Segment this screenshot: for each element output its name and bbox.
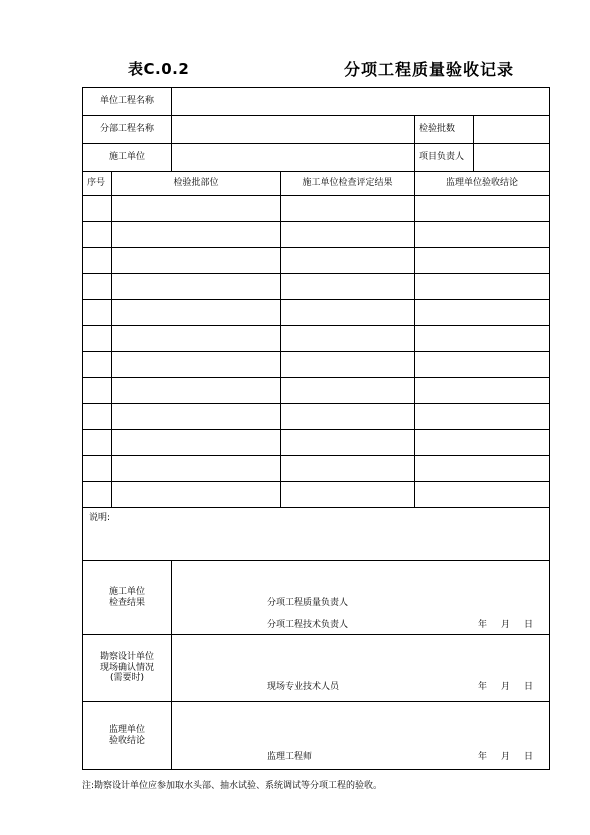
survey-confirm-label-line1: 勘察设计单位 xyxy=(100,652,155,663)
construction-check-row xyxy=(83,561,550,635)
table-row xyxy=(83,248,550,274)
row-eval[interactable] xyxy=(281,300,415,326)
row-seq[interactable] xyxy=(83,378,112,404)
subdivision-value[interactable] xyxy=(172,116,415,144)
row-part[interactable] xyxy=(112,352,281,378)
supervision-engineer-label: 监理工程师 xyxy=(267,752,313,762)
supervision-label xyxy=(83,702,172,770)
row-conclusion[interactable] xyxy=(415,430,550,456)
survey-confirm-label xyxy=(83,635,172,702)
row-seq[interactable] xyxy=(83,352,112,378)
batch-count-label: 检验批数 xyxy=(415,116,474,144)
row-seq[interactable] xyxy=(83,456,112,482)
row-conclusion[interactable] xyxy=(415,300,550,326)
survey-confirm-label-line2: 现场确认情况 xyxy=(100,662,155,673)
survey-date-day: 日 xyxy=(524,682,534,692)
survey-date-year: 年 xyxy=(478,682,488,692)
row-conclusion[interactable] xyxy=(415,378,550,404)
quality-manager-label: 分项工程质量负责人 xyxy=(267,598,349,608)
row-seq[interactable] xyxy=(83,248,112,274)
footnote: 注:勘察设计单位应参加取水头部、抽水试验、系统调试等分项工程的验收。 xyxy=(82,781,383,791)
row-eval[interactable] xyxy=(281,456,415,482)
page-title: 分项工程质量验收记录 xyxy=(344,60,515,79)
column-header-row xyxy=(83,172,550,196)
table-row xyxy=(83,456,550,482)
table-row xyxy=(83,274,550,300)
table-row xyxy=(83,352,550,378)
construction-check-signature-cell[interactable] xyxy=(172,561,550,635)
unit-project-value[interactable] xyxy=(172,88,550,116)
row-conclusion[interactable] xyxy=(415,248,550,274)
row-conclusion[interactable] xyxy=(415,274,550,300)
row-part[interactable] xyxy=(112,300,281,326)
row-part[interactable] xyxy=(112,378,281,404)
supervision-row xyxy=(83,702,550,770)
table-row xyxy=(83,300,550,326)
table-row xyxy=(83,196,550,222)
batch-count-value[interactable] xyxy=(474,116,550,144)
row-part[interactable] xyxy=(112,430,281,456)
row-eval[interactable] xyxy=(281,274,415,300)
supervision-label-line2: 验收结论 xyxy=(109,735,146,746)
row-seq[interactable] xyxy=(83,274,112,300)
supervision-date-day: 日 xyxy=(524,752,534,762)
row-conclusion[interactable] xyxy=(415,482,550,508)
table-row xyxy=(83,404,550,430)
row-conclusion[interactable] xyxy=(415,404,550,430)
construction-unit-value[interactable] xyxy=(172,144,415,172)
tech-manager-label: 分项工程技术负责人 xyxy=(267,620,349,630)
subdivision-label: 分部工程名称 xyxy=(83,116,172,144)
row-part[interactable] xyxy=(112,326,281,352)
row-part[interactable] xyxy=(112,222,281,248)
survey-date-month: 月 xyxy=(501,682,511,692)
row-seq[interactable] xyxy=(83,482,112,508)
row-eval[interactable] xyxy=(281,326,415,352)
survey-confirm-label-line3: (需要时) xyxy=(109,673,145,684)
construction-unit-label: 施工单位 xyxy=(83,144,172,172)
row-seq[interactable] xyxy=(83,404,112,430)
remarks-cell[interactable] xyxy=(83,508,550,561)
form-code: 表C.0.2 xyxy=(128,60,190,78)
survey-confirm-row xyxy=(83,635,550,702)
row-part[interactable] xyxy=(112,482,281,508)
remarks-row xyxy=(83,508,550,561)
supervision-label-line1: 监理单位 xyxy=(109,725,146,736)
supervision-date-month: 月 xyxy=(501,752,511,762)
row-part[interactable] xyxy=(112,456,281,482)
unit-project-label: 单位工程名称 xyxy=(83,88,172,116)
row-part[interactable] xyxy=(112,404,281,430)
row-eval[interactable] xyxy=(281,378,415,404)
row-seq[interactable] xyxy=(83,430,112,456)
col-header-construction-eval: 施工单位检查评定结果 xyxy=(281,172,415,196)
construction-unit-row xyxy=(83,144,550,172)
construction-check-label-line1: 施工单位 xyxy=(109,587,146,598)
row-seq[interactable] xyxy=(83,300,112,326)
row-conclusion[interactable] xyxy=(415,326,550,352)
project-manager-value[interactable] xyxy=(474,144,550,172)
row-part[interactable] xyxy=(112,274,281,300)
col-header-seq: 序号 xyxy=(83,172,112,196)
site-tech-label: 现场专业技术人员 xyxy=(267,682,340,692)
subdivision-row xyxy=(83,116,550,144)
acceptance-record-table xyxy=(82,87,550,770)
row-eval[interactable] xyxy=(281,222,415,248)
table-row xyxy=(83,222,550,248)
table-row xyxy=(83,482,550,508)
row-eval[interactable] xyxy=(281,482,415,508)
row-part[interactable] xyxy=(112,248,281,274)
row-eval[interactable] xyxy=(281,430,415,456)
row-eval[interactable] xyxy=(281,352,415,378)
construction-date-day: 日 xyxy=(524,620,534,630)
project-manager-label: 项目负责人 xyxy=(415,144,474,172)
row-seq[interactable] xyxy=(83,222,112,248)
col-header-batch-part: 检验批部位 xyxy=(112,172,281,196)
table-row xyxy=(83,326,550,352)
remarks-label: 说明: xyxy=(89,513,111,523)
col-header-supervision-conclusion: 监理单位验收结论 xyxy=(415,172,550,196)
supervision-signature-cell[interactable] xyxy=(172,702,550,770)
table-row xyxy=(83,430,550,456)
row-conclusion[interactable] xyxy=(415,196,550,222)
construction-check-label-line2: 检查结果 xyxy=(109,597,146,608)
row-part[interactable] xyxy=(112,196,281,222)
row-conclusion[interactable] xyxy=(415,456,550,482)
unit-project-row xyxy=(83,88,550,116)
table-row xyxy=(83,378,550,404)
row-conclusion[interactable] xyxy=(415,352,550,378)
row-seq[interactable] xyxy=(83,196,112,222)
row-conclusion[interactable] xyxy=(415,222,550,248)
construction-date-month: 月 xyxy=(501,620,511,630)
row-eval[interactable] xyxy=(281,404,415,430)
construction-date-year: 年 xyxy=(478,620,488,630)
survey-confirm-signature-cell[interactable] xyxy=(172,635,550,702)
row-eval[interactable] xyxy=(281,248,415,274)
supervision-date-year: 年 xyxy=(478,752,488,762)
row-seq[interactable] xyxy=(83,326,112,352)
construction-check-label xyxy=(83,561,172,635)
row-eval[interactable] xyxy=(281,196,415,222)
